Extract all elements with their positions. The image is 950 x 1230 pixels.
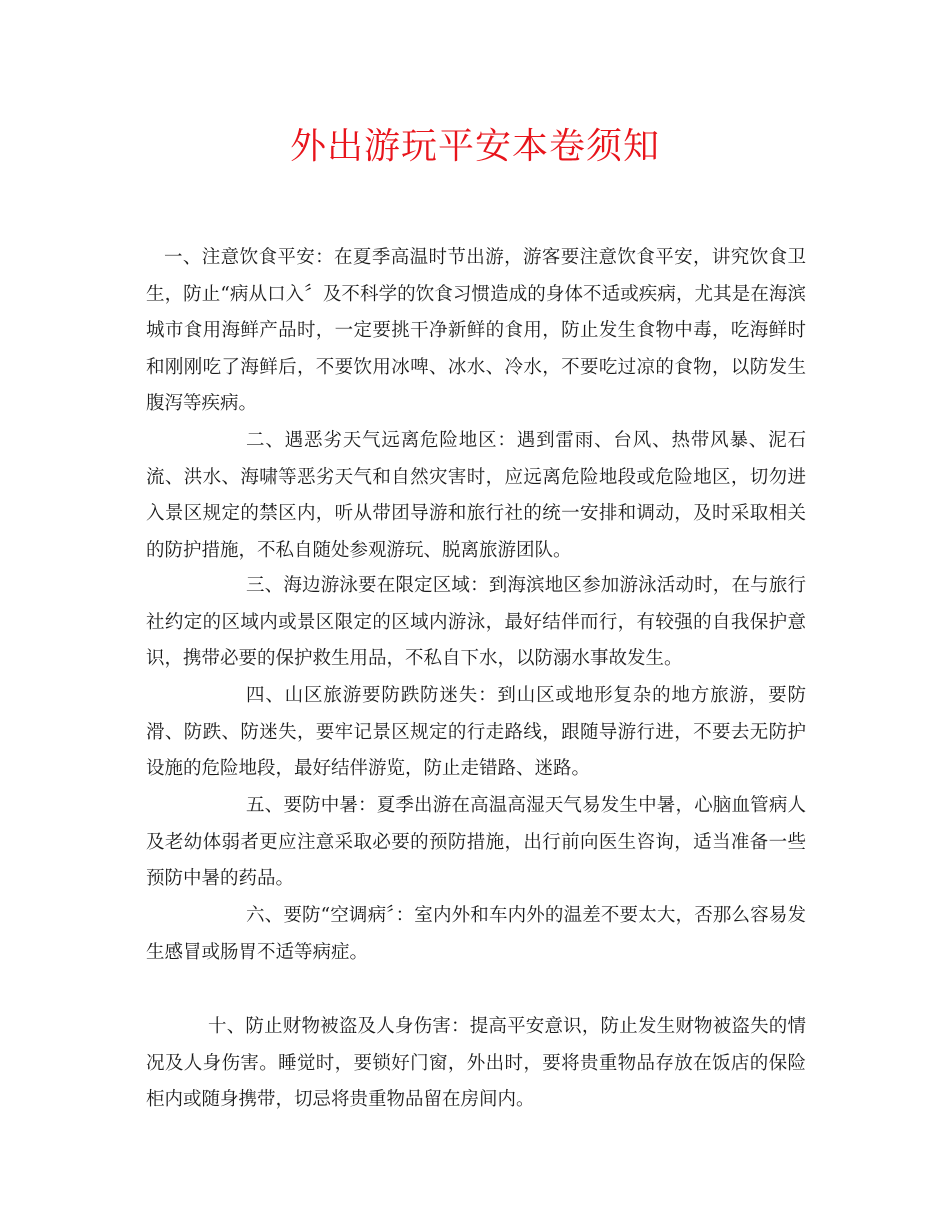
paragraph-theft-injury: 十、防止财物被盗及人身伤害：提高平安意识，防止发生财物被盗失的情况及人身伤害。睡觉时，要锁好门窗，外出时，要将贵重物品存放在饭店的保险柜内或随身携带，切忌将贵重物品留在房间内。 [146, 1016, 806, 1110]
paragraph-air-conditioning: 六、要防“空调病〞：室内外和车内外的温差不要太大，否那么容易发生感冒或肠胃不适等病症。 [146, 905, 806, 963]
paragraph-sea-swimming: 三、海边游泳要在限定区域：到海滨地区参加游泳活动时，在与旅行社约定的区域内或景区限定的区域内游泳，最好结伴而行，有较强的自我保护意识，携带必要的保护救生用品，不私自下水，以防溺水事故发生。 [146, 575, 806, 669]
paragraph-mountain-travel: 四、山区旅游要防跌防迷失：到山区或地形复杂的地方旅游，要防滑、防跌、防迷失，要牢记景区规定的行走路线，跟随导游行进，不要去无防护设施的危险地段，最好结伴游览，防止走错路、迷路。 [146, 685, 806, 779]
paragraph-bad-weather: 二、遇恶劣天气远离危险地区：遇到雷雨、台风、热带风暴、泥石流、洪水、海啸等恶劣天气和自然灾害时，应远离危险地段或危险地区，切勿进入景区规定的禁区内，听从带团导游和旅行社的统一安排和调动，及时采取相关的防护措施，不私自随处参观游玩、脱离旅游团队。 [146, 430, 806, 561]
paragraph-diet-safety: 一、注意饮食平安：在夏季高温时节出游，游客要注意饮食平安，讲究饮食卫生，防止“病从口入〞及不科学的饮食习惯造成的身体不适或疾病，尤其是在海滨城市食用海鲜产品时，一定要挑干净新鲜的食用，防止发生食物中毒，吃海鲜时和刚刚吃了海鲜后，不要饮用冰啤、冰水、冷水，不要吃过凉的食物，以防发生腹泻等疾病。 [146, 247, 806, 414]
document-title: 外出游玩平安本卷须知 [289, 126, 660, 167]
paragraph-heatstroke: 五、要防中暑：夏季出游在高温高湿天气易发生中暑，心脑血管病人及老幼体弱者更应注意采取必要的预防措施，出行前向医生咨询，适当准备一些预防中暑的药品。 [146, 795, 806, 889]
